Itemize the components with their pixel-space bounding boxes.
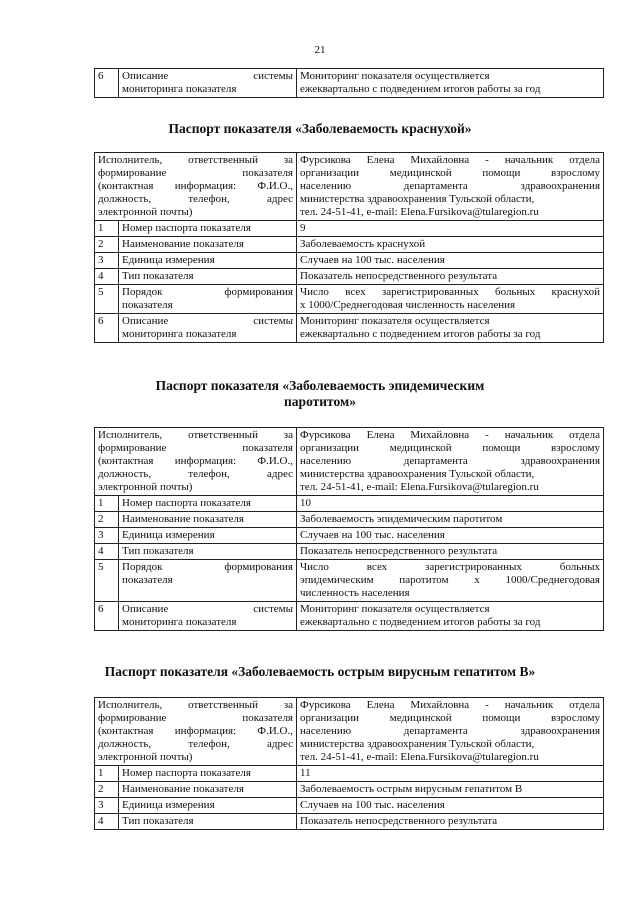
row-value: 11 bbox=[297, 766, 604, 782]
row-number: 2 bbox=[95, 237, 119, 253]
table-row bbox=[95, 798, 604, 814]
table-row bbox=[95, 221, 604, 237]
row-value: Случаев на 100 тыс. населения bbox=[297, 528, 604, 544]
executor-label: Исполнитель, ответственный за формирование показателя (контактная информация: Ф.И.О., должность, телефон, адрес электронной почты) bbox=[95, 428, 297, 496]
row-label: Единица измерения bbox=[119, 798, 297, 814]
table-row bbox=[95, 814, 604, 830]
section-title-rubella: Паспорт показателя «Заболеваемость краснухой» bbox=[168, 121, 472, 136]
row-value: Мониторинг показателя осуществляется ежеквартально с подведением итогов работы за год bbox=[297, 314, 604, 343]
table-row bbox=[95, 153, 604, 221]
section-title-mumps: Паспорт показателя «Заболеваемость эпидемическим паротитом» bbox=[155, 378, 485, 409]
row-value: Заболеваемость эпидемическим паротитом bbox=[297, 512, 604, 528]
table-row bbox=[95, 237, 604, 253]
table-row bbox=[95, 69, 604, 98]
row-value: Заболеваемость острым вирусным гепатитом В bbox=[297, 782, 604, 798]
row-number: 3 bbox=[95, 253, 119, 269]
row-label: Наименование показателя bbox=[119, 782, 297, 798]
page-number: 21 bbox=[314, 44, 326, 56]
passport-table-rubella bbox=[94, 152, 604, 343]
row-value: Случаев на 100 тыс. населения bbox=[297, 798, 604, 814]
table-row bbox=[95, 782, 604, 798]
row-number: 2 bbox=[95, 782, 119, 798]
row-value: Мониторинг показателя осуществляется ежеквартально с подведением итогов работы за год bbox=[297, 69, 604, 98]
table-row bbox=[95, 528, 604, 544]
table-row bbox=[95, 428, 604, 496]
executor-value: Фурсикова Елена Михайловна - начальник отдела организации медицинской помощи взрослому населению департамента здравоохранения министерства здравоохранения Тульской области, тел. 24-51-41, e-mail: Elena.Fursikova@tularegion.ru bbox=[297, 698, 604, 766]
table-row bbox=[95, 314, 604, 343]
row-number: 1 bbox=[95, 221, 119, 237]
row-label: Порядок формирования показателя bbox=[119, 560, 297, 602]
row-value: Случаев на 100 тыс. населения bbox=[297, 253, 604, 269]
table-row bbox=[95, 512, 604, 528]
row-label: Номер паспорта показателя bbox=[119, 766, 297, 782]
row-number: 4 bbox=[95, 544, 119, 560]
executor-value: Фурсикова Елена Михайловна - начальник отдела организации медицинской помощи взрослому населению департамента здравоохранения министерства здравоохранения Тульской области, тел. 24-51-41, e-mail: Elena.Fursikova@tularegion.ru bbox=[297, 153, 604, 221]
row-label: Наименование показателя bbox=[119, 237, 297, 253]
table-row bbox=[95, 602, 604, 631]
row-label: Тип показателя bbox=[119, 544, 297, 560]
table-row bbox=[95, 285, 604, 314]
table-row bbox=[95, 496, 604, 512]
row-number: 6 bbox=[95, 69, 119, 98]
passport-table-mumps bbox=[94, 427, 604, 631]
row-number: 6 bbox=[95, 602, 119, 631]
row-number: 5 bbox=[95, 285, 119, 314]
row-value: 9 bbox=[297, 221, 604, 237]
row-value: Показатель непосредственного результата bbox=[297, 814, 604, 830]
row-value: Показатель непосредственного результата bbox=[297, 544, 604, 560]
row-number: 1 bbox=[95, 766, 119, 782]
table-row bbox=[95, 544, 604, 560]
row-label: Описание системы мониторинга показателя bbox=[119, 69, 297, 98]
table-row bbox=[95, 269, 604, 285]
section-title-hepatitis-b: Паспорт показателя «Заболеваемость острым вирусным гепатитом В» bbox=[104, 664, 536, 679]
table-row bbox=[95, 766, 604, 782]
row-label: Тип показателя bbox=[119, 269, 297, 285]
row-number: 2 bbox=[95, 512, 119, 528]
row-number: 3 bbox=[95, 528, 119, 544]
row-value: Число всех зарегистрированных больных краснухой х 1000/Среднегодовая численность населения bbox=[297, 285, 604, 314]
row-value: Показатель непосредственного результата bbox=[297, 269, 604, 285]
executor-value: Фурсикова Елена Михайловна - начальник отдела организации медицинской помощи взрослому населению департамента здравоохранения министерства здравоохранения Тульской области, тел. 24-51-41, e-mail: Elena.Fursikova@tularegion.ru bbox=[297, 428, 604, 496]
row-label: Описание системы мониторинга показателя bbox=[119, 314, 297, 343]
row-value: Число всех зарегистрированных больных эпидемическим паротитом х 1000/Среднегодовая численность населения bbox=[297, 560, 604, 602]
row-number: 1 bbox=[95, 496, 119, 512]
executor-label: Исполнитель, ответственный за формирование показателя (контактная информация: Ф.И.О., должность, телефон, адрес электронной почты) bbox=[95, 153, 297, 221]
row-label: Единица измерения bbox=[119, 528, 297, 544]
top-continuation-table bbox=[94, 68, 604, 98]
row-value: Мониторинг показателя осуществляется ежеквартально с подведением итогов работы за год bbox=[297, 602, 604, 631]
table-row bbox=[95, 560, 604, 602]
row-number: 4 bbox=[95, 269, 119, 285]
row-value: Заболеваемость краснухой bbox=[297, 237, 604, 253]
table-row bbox=[95, 253, 604, 269]
row-label: Номер паспорта показателя bbox=[119, 496, 297, 512]
row-label: Тип показателя bbox=[119, 814, 297, 830]
row-label: Наименование показателя bbox=[119, 512, 297, 528]
table-row bbox=[95, 698, 604, 766]
executor-label: Исполнитель, ответственный за формирование показателя (контактная информация: Ф.И.О., должность, телефон, адрес электронной почты) bbox=[95, 698, 297, 766]
row-number: 3 bbox=[95, 798, 119, 814]
row-number: 4 bbox=[95, 814, 119, 830]
row-label: Единица измерения bbox=[119, 253, 297, 269]
row-number: 5 bbox=[95, 560, 119, 602]
passport-table-hepatitis-b bbox=[94, 697, 604, 830]
row-label: Номер паспорта показателя bbox=[119, 221, 297, 237]
row-value: 10 bbox=[297, 496, 604, 512]
row-label: Порядок формирования показателя bbox=[119, 285, 297, 314]
row-number: 6 bbox=[95, 314, 119, 343]
row-label: Описание системы мониторинга показателя bbox=[119, 602, 297, 631]
